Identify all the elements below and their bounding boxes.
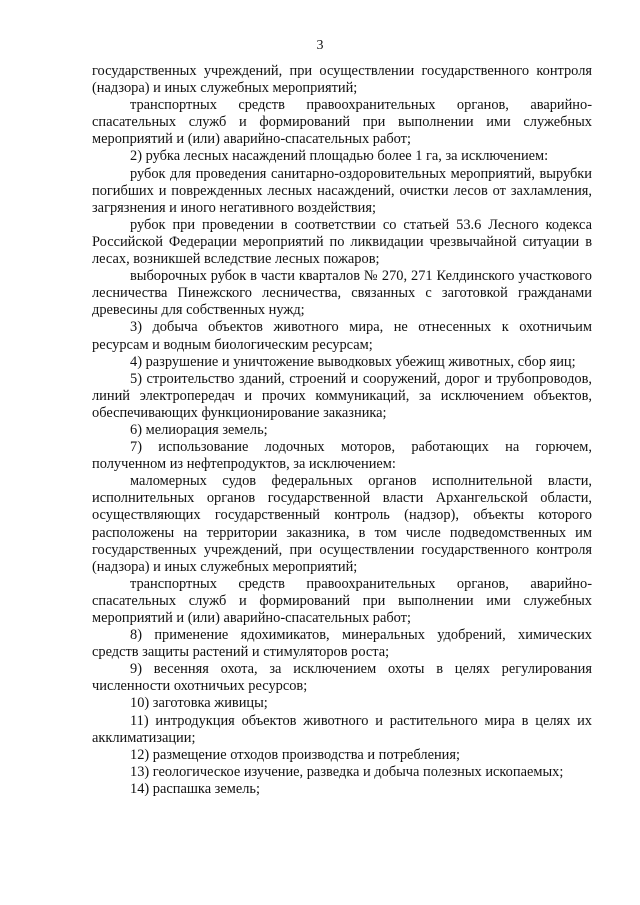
document-body <box>92 63 592 798</box>
paragraph: 12) размещение отходов производства и потребления; <box>130 746 460 763</box>
paragraph: маломерных судов федеральных органов исполнительной власти, исполнительных органов государственной власти Архангельской области, осуществляющих государственный контроль (надзор), объекты которого расположены на территории заказника, в том числе подведомственных им государственных учреждений, при осуществлении государственного контроля (надзора) и иных служебных мероприятий; <box>92 473 592 575</box>
paragraph: рубок при проведении в соответствии со статьей 53.6 Лесного кодекса Российской Федерации мероприятий по ликвидации чрезвычайной ситуации в лесах, возникшей вследствие лесных пожаров; <box>92 216 592 268</box>
page-number: 3 <box>316 38 324 53</box>
paragraph: государственных учреждений, при осуществлении государственного контроля (надзора) и иных служебных мероприятий; <box>92 63 592 97</box>
paragraph: 7) использование лодочных моторов, работающих на горючем, полученном из нефтепродуктов, за исключением: <box>92 439 592 473</box>
paragraph: 5) строительство зданий, строений и сооружений, дорог и трубопроводов, линий электропередач и прочих коммуникаций, за исключением объектов, обеспечивающих функционирование заказника; <box>92 370 592 421</box>
paragraph: 8) применение ядохимикатов, минеральных удобрений, химических средств защиты растений и стимуляторов роста; <box>92 627 592 661</box>
paragraph: 4) разрушение и уничтожение выводковых убежищ животных, сбор яиц; <box>130 353 576 370</box>
paragraph: рубок для проведения санитарно-оздоровительных мероприятий, вырубки погибших и поврежденных лесных насаждений, очистки лесов от захламления, загрязнения и иного негативного воздействия; <box>92 165 592 216</box>
paragraph: 10) заготовка живицы; <box>130 695 268 712</box>
paragraph: 9) весенняя охота, за исключением охоты в целях регулирования численности охотничьих ресурсов; <box>92 661 592 695</box>
paragraph: 14) распашка земель; <box>130 780 260 797</box>
paragraph: 11) интродукция объектов животного и растительного мира в целях их акклиматизации; <box>92 712 592 746</box>
paragraph: 3) добыча объектов животного мира, не отнесенных к охотничьим ресурсам и водным биологическим ресурсам; <box>92 319 592 353</box>
paragraph: 6) мелиорация земель; <box>130 421 268 438</box>
paragraph: транспортных средств правоохранительных органов, аварийно-спасательных служб и формирований при выполнении ими служебных мероприятий и (или) аварийно-спасательных работ; <box>92 575 592 626</box>
paragraph: 13) геологическое изучение, разведка и добыча полезных ископаемых; <box>130 763 564 780</box>
paragraph: 2) рубка лесных насаждений площадью более 1 га, за исключением: <box>130 148 549 165</box>
paragraph: транспортных средств правоохранительных органов, аварийно-спасательных служб и формирований при выполнении ими служебных мероприятий и (или) аварийно-спасательных работ; <box>92 97 592 148</box>
paragraph: выборочных рубок в части кварталов № 270, 271 Келдинского участкового лесничества Пинежского лесничества, связанных с заготовкой гражданами древесины для собственных нужд; <box>92 268 592 319</box>
